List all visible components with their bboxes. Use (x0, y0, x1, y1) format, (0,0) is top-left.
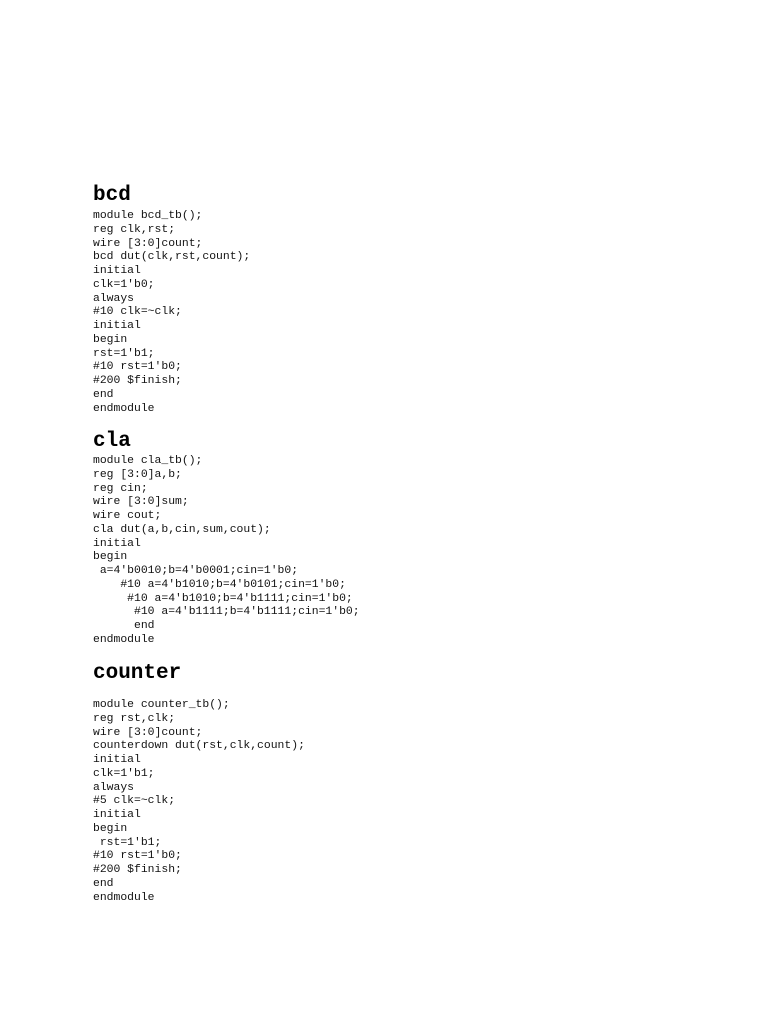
code-line: initial (93, 809, 141, 821)
code-line: always (93, 292, 135, 305)
code-line: end (93, 620, 155, 632)
code-line: module counter_tb(); (93, 699, 230, 711)
code-line: #10 a=4'b1111;b=4'b1111;cin=1'b0; (93, 606, 360, 619)
code-line: wire [3:0]sum; (93, 496, 189, 509)
code-line: #10 rst=1'b0; (93, 361, 182, 374)
code-block (93, 210, 733, 416)
code-line: begin (93, 822, 128, 835)
code-line: always (93, 781, 135, 794)
code-line: #10 a=4'b1010;b=4'b1111;cin=1'b0; (93, 592, 353, 605)
code-block (93, 455, 733, 648)
code-line: reg rst,clk; (93, 712, 176, 725)
code-line: initial (93, 265, 141, 277)
code-line: wire cout; (93, 510, 162, 522)
code-line: a=4'b0010;b=4'b0001;cin=1'b0; (93, 565, 299, 577)
code-line: #10 rst=1'b0; (93, 850, 182, 863)
code-line: #10 clk=~clk; (93, 306, 182, 319)
section-heading: counter (93, 662, 182, 685)
code-line: module cla_tb(); (93, 455, 203, 467)
code-line: reg cin; (93, 482, 148, 495)
code-line: endmodule (93, 402, 155, 415)
code-line: reg clk,rst; (93, 223, 176, 236)
code-line: clk=1'b0; (93, 278, 155, 291)
code-line: initial (93, 754, 141, 766)
section-counter (93, 663, 733, 905)
section-cla (93, 431, 733, 648)
code-line: #10 a=4'b1010;b=4'b0101;cin=1'b0; (93, 578, 346, 591)
section-heading: cla (93, 430, 131, 453)
code-line: #5 clk=~clk; (93, 795, 176, 808)
code-line: bcd dut(clk,rst,count); (93, 251, 251, 264)
code-line: wire [3:0]count; (93, 726, 203, 739)
code-block (93, 699, 733, 905)
code-line: #200 $finish; (93, 864, 182, 876)
code-line: begin (93, 551, 128, 564)
code-line: clk=1'b1; (93, 767, 155, 780)
code-line: begin (93, 333, 128, 346)
code-line: initial (93, 537, 141, 550)
code-line: rst=1'b1; (93, 347, 155, 360)
code-line: initial (93, 320, 141, 332)
section-heading: bcd (93, 184, 131, 207)
code-line: endmodule (93, 891, 155, 904)
code-line: wire [3:0]count; (93, 237, 203, 250)
code-line: end (93, 877, 114, 890)
code-line: end (93, 388, 114, 401)
code-line: reg [3:0]a,b; (93, 468, 182, 481)
code-line: #200 $finish; (93, 375, 182, 387)
code-line: rst=1'b1; (93, 836, 162, 849)
code-line: counterdown dut(rst,clk,count); (93, 740, 305, 753)
code-line: endmodule (93, 633, 155, 646)
code-line: module bcd_tb(); (93, 210, 203, 222)
code-line: cla dut(a,b,cin,sum,cout); (93, 523, 271, 536)
section-bcd (93, 185, 733, 416)
